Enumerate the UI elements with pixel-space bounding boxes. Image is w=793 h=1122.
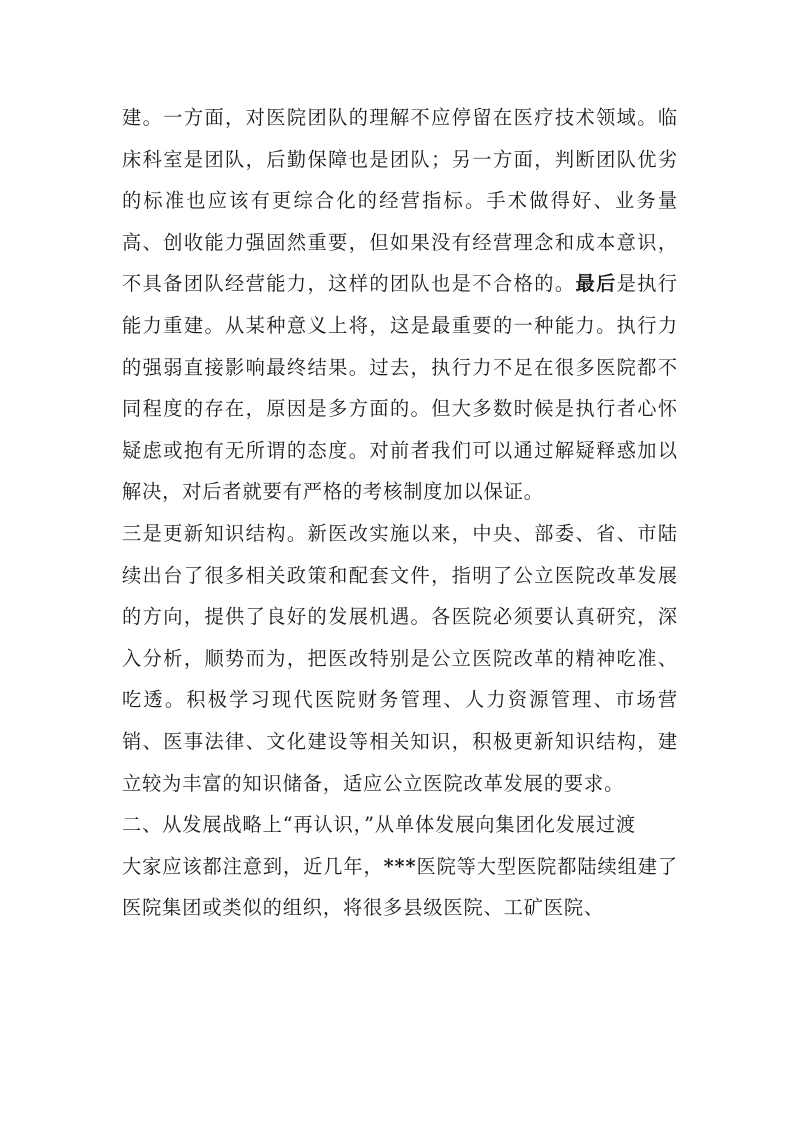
body-text: 建。一方面，对医院团队的理解不应停留在医疗技术领域。临床科室是团队，后勤保障也是团队；另一方面，判断团队优劣的标准也应该有更综合化的经营指标。手术做得好、业务量高、创收能力强固然重要，但如果没有经营理念和成本意识，不具备团队经营能力，这样的团队也是不合格的。 xyxy=(122,106,678,296)
body-text: 大家应该都注意到，近几年， xyxy=(122,854,384,878)
paragraph-knowledge-structure xyxy=(122,513,678,804)
heading-text: 二、从发展战略上“再认识，”从单体发展向集团化发展过渡 xyxy=(122,813,637,837)
document-page xyxy=(122,97,678,929)
body-text: 三是更新知识结构。新医改实施以来，中央、部委、省、市陆续出台了很多相关政策和配套文件，指明了公立医院改革发展的方向，提供了良好的发展机遇。各医院必须要认真研究，深入分析，顺势而为，把医改特别是公立医院改革的精神吃准、吃透。积极学习现代医院财务管理、人力资源管理、市场营销、医事法律、文化建设等相关知识，积极更新知识结构，建立较为丰富的知识储备，适应公立医院改革发展的要求。 xyxy=(122,521,678,795)
body-text: 是执行能力重建。从某种意义上将，这是最重要的一种能力。执行力的强弱直接影响最终结果。过去，执行力不足在很多医院都不同程度的存在，原因是多方面的。但大多数时候是执行者心怀疑虑或抱有无所谓的态度。对前者我们可以通过解疑释惑加以解决，对后者就要有严格的考核制度加以保证。 xyxy=(122,272,678,504)
paragraph-hospital-groups xyxy=(122,846,678,929)
paragraph-execution-ability xyxy=(122,97,678,513)
body-text: 医院等大型医院都陆续组建了医院集团或类似的组织，将很多县级医院、工矿医院、 xyxy=(122,854,678,920)
bold-keyword-finally: 最后 xyxy=(575,272,617,296)
section-heading-development-strategy xyxy=(122,804,678,846)
bold-redacted-name: *** xyxy=(383,854,417,878)
